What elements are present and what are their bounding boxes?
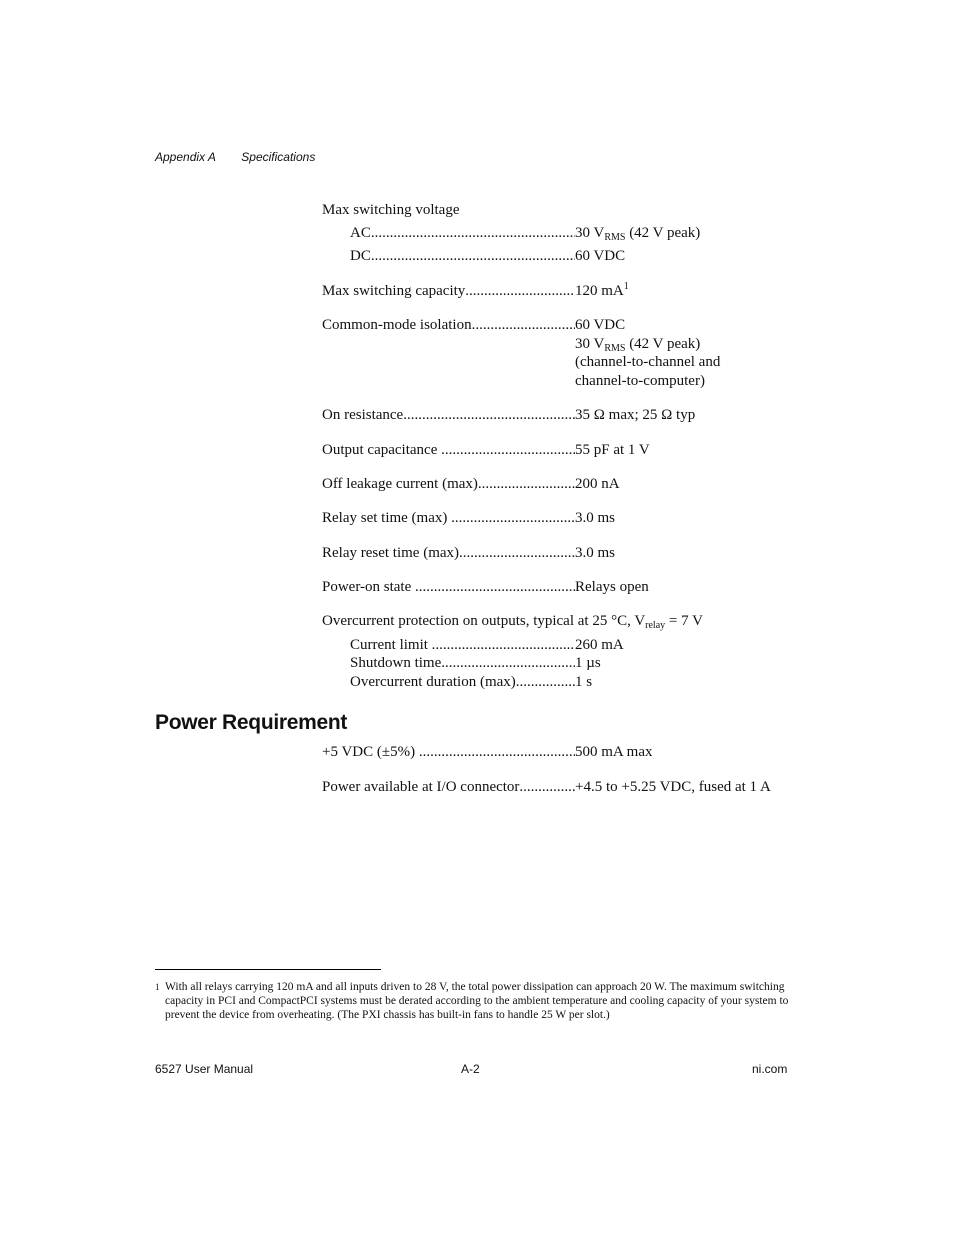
spec-row-dc [0,247,954,266]
spec-row-overcurrent-duration [0,673,954,692]
spec-value-current-limit: 260 mA [575,637,624,653]
spec-row-relay-reset [0,544,954,563]
spec-row-io-power [0,778,954,797]
spec-value-max-switching-capacity: 120 $mA^1$ [575,281,629,299]
spec-label-on-resistance: On resistance [322,407,404,423]
spec-value-common-mode-1: 60 VDC [575,317,626,333]
footer-manual-title: 6527 User Manual [155,1062,254,1076]
spec-row-current-limit [0,636,954,655]
spec-row-max-switching-capacity [0,282,954,301]
spec-value-power-on: Relays open [575,579,649,595]
spec-label-5vdc: +5 VDC (±5%) [322,744,416,760]
footnote-text: With all relays carrying 120 mA and all inputs driven to 28 V, the total power dissipation can approach 20 W. The maximum switching capacity in PCI and CompactPCI systems must be derated according to the ambient temperature and cooling capacity of your system to prevent the device from overheating. (The PXI chassis has built-in fans to handle 25 W per slot.) [165,981,789,1021]
spec-label-output-capacitance: Output capacitance [322,442,438,458]
spec-row-on-resistance [0,406,954,425]
footer-page-number: A-2 [461,1062,480,1076]
spec-label-power-on: Power-on state [322,579,412,595]
spec-value-common-mode-3: (channel-to-channel and [575,354,721,370]
spec-label-off-leakage: Off leakage current (max) [322,476,478,492]
spec-label-overcurrent-duration: Overcurrent duration (max) [350,674,516,690]
footnote-number: 1 [155,982,160,992]
spec-row-output-capacitance [0,441,954,460]
spec-row-ac [0,224,954,243]
spec-label-shutdown: Shutdown time [350,655,442,671]
section-heading-power: Power Requirement [155,711,348,734]
spec-value-io-power: +4.5 to +5.25 VDC, fused at 1 A [575,779,771,795]
spec-row-5vdc [0,743,954,762]
header-section: Specifications [241,150,316,164]
spec-value-relay-set: 3.0 ms [575,510,616,526]
spec-value-5vdc: 500 mA max [575,744,653,760]
spec-value-dc: 60 VDC [575,248,626,264]
footnote [155,980,795,1022]
spec-value-relay-reset: 3.0 ms [575,545,616,561]
spec-max-switching-voltage: Max switching voltage [322,202,460,218]
footnote-divider [155,969,381,970]
spec-label-ac: AC [350,225,371,241]
spec-label-relay-reset: Relay reset time (max) [322,545,460,561]
spec-overcurrent-heading: Overcurrent protection on outputs, typical at 25 °C, $V_{relay} = 7$ V [322,613,703,631]
spec-label-current-limit: Current limit [350,637,428,653]
header-appendix: Appendix A [155,150,216,164]
spec-value-off-leakage: 200 nA [575,476,620,492]
spec-value-on-resistance: 35 Ω max; 25 Ω typ [575,407,696,423]
spec-value-ac: 30 $V_{RMS}$ (42 V peak) [575,225,701,243]
spec-row-relay-set [0,509,954,528]
spec-value-output-capacitance: 55 pF at 1 V [575,442,650,458]
spec-label-relay-set: Relay set time (max) [322,510,448,526]
spec-label-common-mode: Common-mode isolation [322,317,472,333]
spec-value-shutdown: 1 µs [575,655,601,671]
spec-row-common-mode [0,316,954,335]
spec-label-dc: DC [350,248,371,264]
spec-row-off-leakage [0,475,954,494]
spec-value-common-mode-2: 30 $V_{RMS}$ (42 V peak) [575,336,701,354]
footer-website: ni.com [752,1062,788,1076]
spec-label-max-switching-capacity: Max switching capacity [322,283,466,299]
spec-value-common-mode-4: channel-to-computer) [575,373,705,389]
spec-value-overcurrent-duration: 1 s [575,674,593,690]
spec-label-io-power: Power available at I/O connector [322,779,520,795]
spec-row-power-on [0,578,954,597]
footnote-ref: 1 [623,281,629,292]
spec-row-shutdown [0,654,954,673]
running-header [155,150,337,164]
